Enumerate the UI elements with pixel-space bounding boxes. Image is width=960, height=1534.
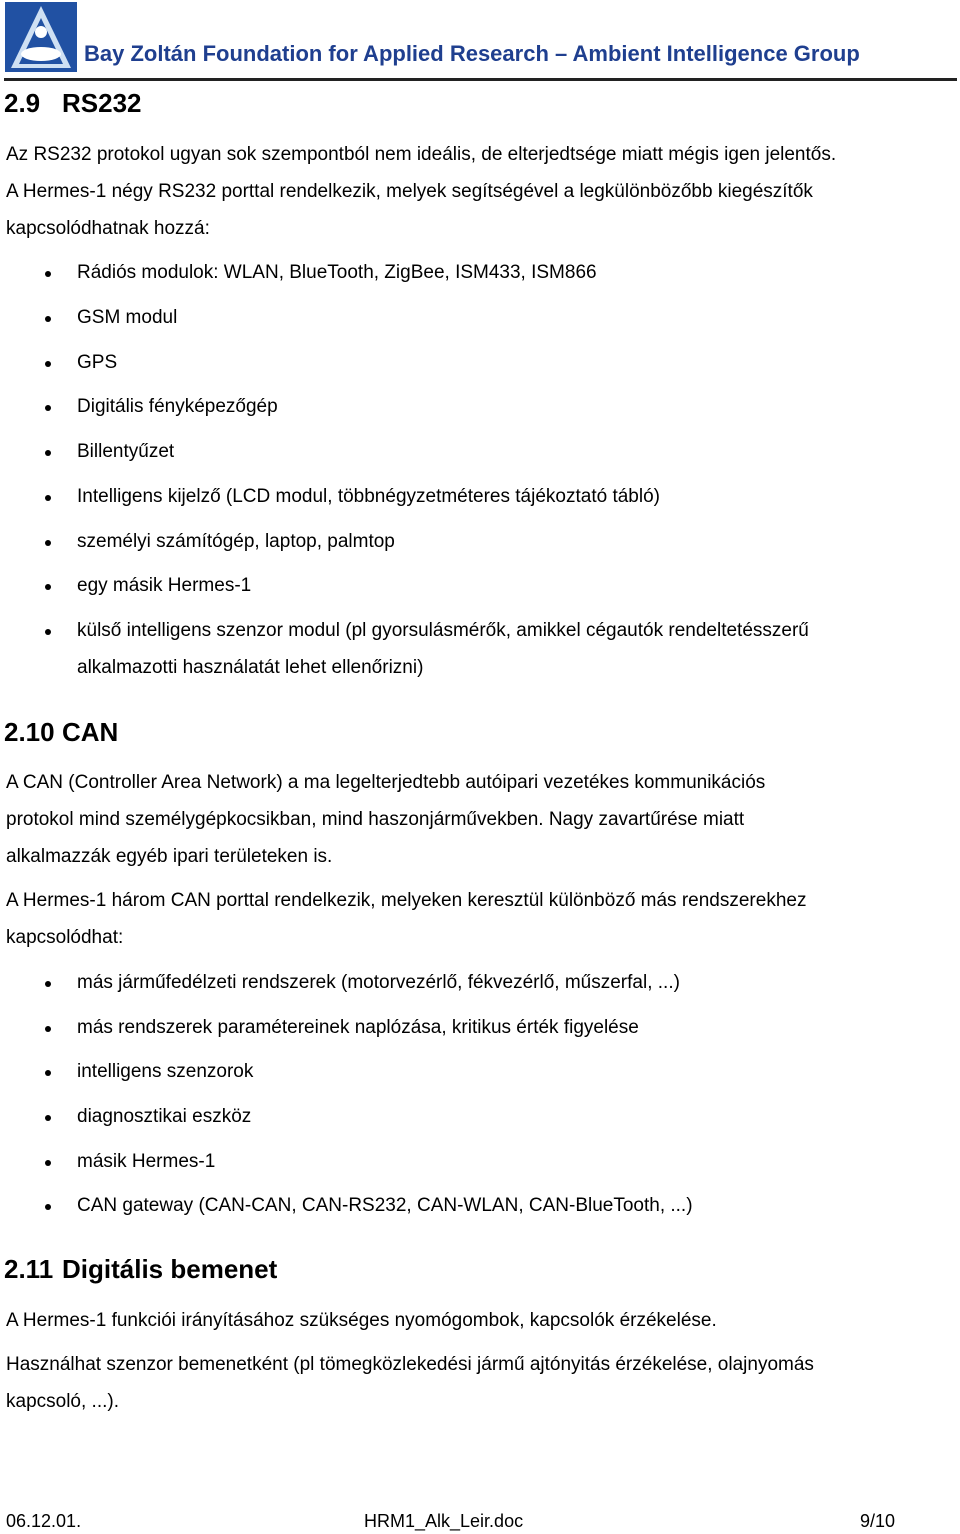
bullet-dot: [45, 1160, 51, 1166]
paragraph: A Hermes-1 funkciói irányításához szükséges nyomógombok, kapcsolók érzékelése.: [6, 1310, 717, 1331]
bullet-dot: [45, 981, 51, 987]
section-title: CAN: [62, 717, 119, 747]
paragraph: kapcsolódhat:: [6, 927, 124, 948]
list-item: más járműfedélzeti rendszerek (motorvezérlő, fékvezérlő, műszerfal, ...): [77, 972, 680, 993]
section-heading-can: [4, 717, 118, 748]
bullet-dot: [45, 316, 51, 322]
section-number: 2.11: [4, 1254, 54, 1284]
paragraph: kapcsoló, ...).: [6, 1391, 119, 1412]
header-divider: [4, 78, 957, 81]
bullet-dot: [45, 361, 51, 367]
list-item-continuation: alkalmazotti használatát lehet ellenőrizni): [77, 657, 424, 678]
paragraph: kapcsolódhatnak hozzá:: [6, 218, 210, 239]
section-title: RS232: [62, 88, 142, 118]
bullet-dot: [45, 1115, 51, 1121]
section-title: Digitális bemenet: [62, 1254, 278, 1284]
section-number: 2.9: [4, 88, 41, 118]
list-item: más rendszerek paramétereinek naplózása, kritikus érték figyelése: [77, 1017, 639, 1038]
list-item: CAN gateway (CAN-CAN, CAN-RS232, CAN-WLAN, CAN-BlueTooth, ...): [77, 1195, 693, 1216]
bullet-dot: [45, 584, 51, 590]
list-item: diagnosztikai eszköz: [77, 1106, 252, 1127]
bullet-dot: [45, 495, 51, 501]
footer-page-number: 9/10: [860, 1511, 896, 1531]
paragraph: Használhat szenzor bemenetként (pl tömegközlekedési jármű ajtónyitás érzékelése, olajnyomás: [6, 1354, 814, 1375]
list-item: személyi számítógép, laptop, palmtop: [77, 531, 395, 552]
bullet-dot: [45, 405, 51, 411]
bullet-dot: [45, 271, 51, 277]
footer-date: 06.12.01.: [6, 1511, 82, 1531]
footer-filename: HRM1_Alk_Leir.doc: [364, 1511, 524, 1531]
list-item: külső intelligens szenzor modul (pl gyorsulásmérők, amikkel cégautók rendeltetésszerű: [77, 620, 809, 641]
paragraph: alkalmazzák egyéb ipari területeken is.: [6, 846, 333, 867]
list-item: Rádiós modulok: WLAN, BlueTooth, ZigBee, ISM433, ISM866: [77, 262, 597, 283]
paragraph: A Hermes-1 három CAN porttal rendelkezik, melyeken keresztül különböző más rendszerekhez: [6, 890, 807, 911]
bullet-dot: [45, 1070, 51, 1076]
bullet-dot: [45, 1204, 51, 1210]
list-item: Intelligens kijelző (LCD modul, többnégyzetméteres tájékoztató tábló): [77, 486, 660, 507]
list-item: intelligens szenzorok: [77, 1061, 254, 1082]
list-item: GPS: [77, 352, 118, 373]
list-item: másik Hermes-1: [77, 1151, 216, 1172]
header-title: Bay Zoltán Foundation for Applied Research – Ambient Intelligence Group: [84, 41, 860, 66]
bullet-dot: [45, 450, 51, 456]
bullet-dot: [45, 629, 51, 635]
list-item: Billentyűzet: [77, 441, 175, 462]
section-heading-rs232: [4, 88, 142, 119]
paragraph: Az RS232 protokol ugyan sok szempontból nem ideális, de elterjedtsége miatt mégis igen jelentős.: [6, 144, 837, 165]
paragraph: A CAN (Controller Area Network) a ma legelterjedtebb autóipari vezetékes kommunikációs: [6, 772, 766, 793]
list-item: egy másik Hermes-1: [77, 575, 252, 596]
bullet-dot: [45, 1026, 51, 1032]
section-heading-digital-input: [4, 1254, 277, 1285]
section-number: 2.10: [4, 717, 55, 747]
paragraph: A Hermes-1 négy RS232 porttal rendelkezik, melyek segítségével a legkülönbözőbb kiegészítők: [6, 181, 813, 202]
paragraph: protokol mind személygépkocsikban, mind haszonjárművekben. Nagy zavartűrése miatt: [6, 809, 745, 830]
list-item: GSM modul: [77, 307, 178, 328]
list-item: Digitális fényképezőgép: [77, 396, 278, 417]
foundation-logo: [5, 2, 77, 72]
bullet-dot: [45, 540, 51, 546]
